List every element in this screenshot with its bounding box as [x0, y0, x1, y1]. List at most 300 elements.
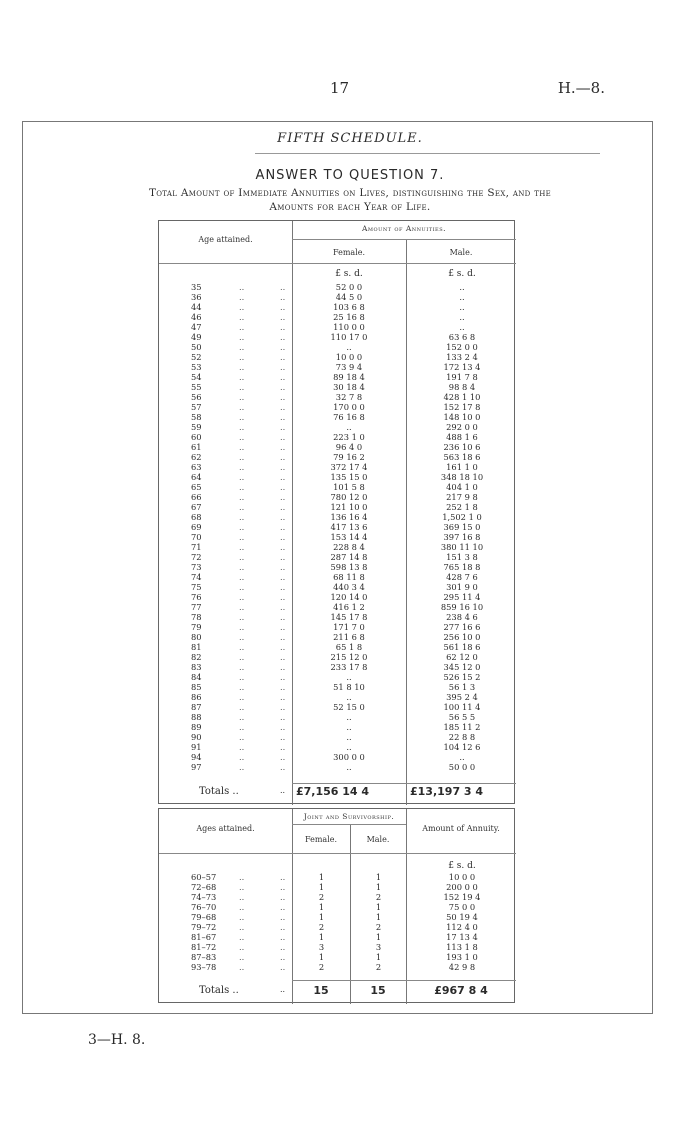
male-amount-cell: 152 17 8 [443, 402, 481, 412]
leader-dots: .. [280, 452, 286, 462]
female-amount-cell: 135 15 0 [330, 472, 368, 482]
female-amount-cell: 372 17 4 [330, 462, 368, 472]
joint-female-cell: 1 [318, 952, 325, 962]
female-amount-cell: 51 8 10 [333, 682, 365, 692]
leader-dots: .. [280, 492, 286, 502]
leader-dots: .. [280, 892, 286, 902]
female-amount-cell: 89 18 4 [333, 372, 365, 382]
table-row [159, 763, 516, 772]
leader-dots: .. [280, 502, 286, 512]
leader-dots: .. [280, 922, 286, 932]
female-amount-cell: 120 14 0 [330, 592, 368, 602]
female-amount-cell: 65 1 8 [335, 642, 363, 652]
total-male: £13,197 3 4 [410, 785, 484, 798]
schedule-title: FIFTH SCHEDULE. [277, 131, 423, 146]
male-amount-cell: 526 15 2 [443, 672, 481, 682]
leader-dots: .. [239, 372, 245, 382]
leader-dots: .. [239, 642, 245, 652]
table-row [159, 733, 516, 742]
male-amount-cell: 380 11 10 [440, 542, 484, 552]
totals-label: Totals .. [199, 786, 239, 797]
age-cell: 44 [191, 302, 202, 312]
joint-survivorship-table [158, 808, 515, 1003]
table-row [159, 713, 516, 722]
leader-dots: .. [280, 762, 286, 772]
male-amount-cell: 765 18 8 [443, 562, 481, 572]
age-cell: 71 [191, 542, 202, 552]
leader-dots: .. [280, 742, 286, 752]
table-row [159, 523, 516, 532]
table-row [159, 673, 516, 682]
leader-dots: .. [280, 712, 286, 722]
leader-dots: .. [239, 632, 245, 642]
age-cell: 62 [191, 452, 202, 462]
age-cell: 66 [191, 492, 202, 502]
annuity-amount-cell: 152 19 4 [443, 892, 481, 902]
table-row [159, 703, 516, 712]
table-row [159, 333, 516, 342]
table-row [159, 363, 516, 372]
leader-dots: .. [239, 912, 245, 922]
leader-dots: .. [280, 732, 286, 742]
leader-dots: .. [239, 732, 245, 742]
joint-male-header: Male. [366, 835, 390, 844]
table-row [159, 303, 516, 312]
male-amount-cell: 148 10 0 [443, 412, 481, 422]
leader-dots: .. [239, 592, 245, 602]
leader-dots: .. [239, 572, 245, 582]
age-cell: 84 [191, 672, 202, 682]
leader-dots: .. [239, 482, 245, 492]
leader-dots: .. [239, 542, 245, 552]
leader-dots: .. [239, 892, 245, 902]
ages-cell: 79–72 [191, 922, 217, 932]
title-rule [255, 153, 600, 154]
joint-male-cell: 1 [375, 952, 382, 962]
leader-dots: .. [239, 532, 245, 542]
male-amount-cell: 161 1 0 [446, 462, 478, 472]
male-amount-cell: 488 1 6 [446, 432, 478, 442]
leader-dots: .. [239, 402, 245, 412]
age-cell: 35 [191, 282, 202, 292]
joint-row [159, 963, 516, 973]
leader-dots: .. [239, 462, 245, 472]
female-amount-cell: .. [346, 692, 352, 702]
age-cell: 46 [191, 312, 202, 322]
table-row [159, 323, 516, 332]
leader-dots: .. [280, 582, 286, 592]
joint-male-cell: 2 [375, 892, 382, 902]
age-cell: 64 [191, 472, 202, 482]
leader-dots: .. [239, 362, 245, 372]
age-cell: 56 [191, 392, 202, 402]
age-cell: 94 [191, 752, 202, 762]
joint-female-cell: 3 [318, 942, 325, 952]
annuity-amount-cell: 42 9 8 [448, 962, 476, 972]
leader-dots: .. [239, 582, 245, 592]
table-row [159, 553, 516, 562]
table-row [159, 663, 516, 672]
joint-male-cell: 2 [375, 922, 382, 932]
leader-dots: .. [280, 482, 286, 492]
age-cell: 63 [191, 462, 202, 472]
female-amount-cell: 780 12 0 [330, 492, 368, 502]
female-amount-cell: 25 16 8 [333, 312, 365, 322]
leader-dots: .. [280, 512, 286, 522]
leader-dots: .. [239, 722, 245, 732]
leader-dots: .. [280, 702, 286, 712]
leader-dots: .. [239, 952, 245, 962]
joint-male-cell: 1 [375, 932, 382, 942]
female-amount-cell: 145 17 8 [330, 612, 368, 622]
leader-dots: .. [280, 662, 286, 672]
age-cell: 53 [191, 362, 202, 372]
table-row [159, 383, 516, 392]
age-cell: 72 [191, 552, 202, 562]
joint-female-cell: 1 [318, 882, 325, 892]
female-amount-cell: 440 3 4 [333, 582, 365, 592]
age-cell: 57 [191, 402, 202, 412]
table-row [159, 633, 516, 642]
question-heading: ANSWER TO QUESTION 7. [255, 168, 445, 183]
leader-dots: .. [239, 882, 245, 892]
ages-cell: 72–68 [191, 882, 217, 892]
female-header: Female. [332, 248, 366, 257]
male-amount-cell: 98 8 4 [448, 382, 476, 392]
leader-dots: .. [280, 392, 286, 402]
joint-totals-label: Totals .. [199, 985, 239, 996]
female-amount-cell: .. [346, 342, 352, 352]
age-cell: 60 [191, 432, 202, 442]
ages-cell: 93–78 [191, 962, 217, 972]
male-amount-cell: 56 5 5 [448, 712, 476, 722]
ages-cell: 74–73 [191, 892, 217, 902]
leader-dots: .. [239, 502, 245, 512]
age-cell: 88 [191, 712, 202, 722]
leader-dots: .. [239, 702, 245, 712]
male-amount-cell: 301 9 0 [446, 582, 478, 592]
annuity-amount-cell: 193 1 0 [446, 952, 478, 962]
age-cell: 77 [191, 602, 202, 612]
joint-female-cell: 2 [318, 892, 325, 902]
joint-survivorship-header: Joint and Survivorship. [303, 812, 395, 821]
male-amount-cell: 369 15 0 [443, 522, 481, 532]
male-amount-cell: 191 7 8 [446, 372, 478, 382]
leader-dots: .. [280, 562, 286, 572]
age-cell: 80 [191, 632, 202, 642]
caption-line-2: Amounts for each Year of Life. [269, 201, 431, 213]
leader-dots: .. [239, 672, 245, 682]
age-cell: 86 [191, 692, 202, 702]
female-amount-cell: 211 6 8 [333, 632, 365, 642]
leader-dots: .. [239, 932, 245, 942]
table-row [159, 433, 516, 442]
ages-cell: 87–83 [191, 952, 217, 962]
male-amount-cell: 348 18 10 [440, 472, 484, 482]
leader-dots: .. [280, 372, 286, 382]
table-row [159, 503, 516, 512]
leader-dots: .. [239, 302, 245, 312]
age-cell: 83 [191, 662, 202, 672]
female-amount-cell: 136 16 4 [330, 512, 368, 522]
leader-dots: .. [280, 382, 286, 392]
leader-dots: .. [280, 652, 286, 662]
leader-dots: .. [280, 282, 286, 292]
total-female: £7,156 14 4 [296, 785, 370, 798]
table-row [159, 613, 516, 622]
age-cell: 50 [191, 342, 202, 352]
female-amount-cell: .. [346, 712, 352, 722]
table-row [159, 533, 516, 542]
annuity-amount-cell: 50 19 4 [446, 912, 478, 922]
age-cell: 87 [191, 702, 202, 712]
leader-dots: .. [239, 942, 245, 952]
table-row [159, 373, 516, 382]
leader-dots: .. [280, 952, 286, 962]
male-amount-cell: 277 16 6 [443, 622, 481, 632]
annuities-table [158, 220, 515, 804]
female-amount-cell: 416 1 2 [333, 602, 365, 612]
leader-dots: .. [280, 962, 286, 972]
leader-dots: .. [239, 712, 245, 722]
joint-total-male: 15 [370, 984, 386, 997]
female-amount-cell: 10 0 0 [335, 352, 363, 362]
female-amount-cell: 598 13 8 [330, 562, 368, 572]
joint-total-female: 15 [313, 984, 329, 997]
leader-dots: .. [280, 642, 286, 652]
table-row [159, 623, 516, 632]
table-row [159, 453, 516, 462]
leader-dots: .. [239, 382, 245, 392]
female-amount-cell: 32 7 8 [335, 392, 363, 402]
male-amount-cell: 859 16 10 [440, 602, 484, 612]
table-row [159, 293, 516, 302]
table-row [159, 393, 516, 402]
leader-dots: .. [239, 492, 245, 502]
table-row [159, 593, 516, 602]
age-cell: 59 [191, 422, 202, 432]
male-amount-cell: 256 10 0 [443, 632, 481, 642]
male-amount-cell: 563 18 6 [443, 452, 481, 462]
leader-dots: .. [280, 532, 286, 542]
age-cell: 68 [191, 512, 202, 522]
leader-dots: .. [239, 612, 245, 622]
leader-dots: .. [239, 662, 245, 672]
male-amount-cell: 100 11 4 [443, 702, 481, 712]
leader-dots: .. [239, 432, 245, 442]
male-amount-cell: .. [459, 282, 465, 292]
leader-dots: .. [280, 672, 286, 682]
male-amount-cell: 50 0 0 [448, 762, 476, 772]
male-units: £ s. d. [448, 269, 476, 279]
female-amount-cell: 73 9 4 [335, 362, 363, 372]
joint-units: £ s. d. [448, 861, 476, 871]
leader-dots: .. [280, 612, 286, 622]
joint-male-cell: 1 [375, 872, 382, 882]
age-cell: 54 [191, 372, 202, 382]
female-amount-cell: 223 1 0 [333, 432, 365, 442]
age-cell: 79 [191, 622, 202, 632]
age-cell: 52 [191, 352, 202, 362]
table-row [159, 283, 516, 292]
leader-dots: .. [239, 602, 245, 612]
female-amount-cell: 417 13 6 [330, 522, 368, 532]
leader-dots: .. [239, 682, 245, 692]
table-row [159, 543, 516, 552]
male-amount-cell: 104 12 6 [443, 742, 481, 752]
male-amount-cell: 152 0 0 [446, 342, 478, 352]
female-amount-cell: 233 17 8 [330, 662, 368, 672]
age-cell: 89 [191, 722, 202, 732]
annuity-amount-cell: 113 1 8 [446, 942, 478, 952]
male-amount-cell: .. [459, 322, 465, 332]
leader-dots: .. [239, 422, 245, 432]
age-cell: 85 [191, 682, 202, 692]
joint-total-amount: £967 8 4 [434, 984, 488, 997]
female-amount-cell: 52 15 0 [333, 702, 365, 712]
female-amount-cell: 68 11 8 [333, 572, 365, 582]
female-amount-cell: 121 10 0 [330, 502, 368, 512]
leader-dots: .. [280, 362, 286, 372]
annuity-amount-cell: 10 0 0 [448, 872, 476, 882]
leader-dots: .. [239, 412, 245, 422]
annuity-amount-cell: 200 0 0 [446, 882, 478, 892]
amount-of-annuity-header: Amount of Annuity. [422, 824, 500, 833]
leader-dots: .. [280, 322, 286, 332]
male-amount-cell: 428 1 10 [443, 392, 481, 402]
table-row [159, 753, 516, 762]
annuity-amount-cell: 17 13 4 [446, 932, 478, 942]
leader-dots: .. [280, 912, 286, 922]
joint-female-cell: 2 [318, 922, 325, 932]
male-amount-cell: 172 13 4 [443, 362, 481, 372]
table-row [159, 403, 516, 412]
table-row [159, 743, 516, 752]
leader-dots: .. [239, 562, 245, 572]
male-amount-cell: 133 2 4 [446, 352, 478, 362]
table-row [159, 473, 516, 482]
leader-dots: .. [239, 512, 245, 522]
leader-dots: .. [239, 352, 245, 362]
leader-dots: .. [239, 742, 245, 752]
table-row [159, 483, 516, 492]
table-row [159, 693, 516, 702]
table-row [159, 493, 516, 502]
leader-dots: .. [280, 592, 286, 602]
female-amount-cell: 110 0 0 [333, 322, 365, 332]
female-amount-cell: .. [346, 732, 352, 742]
leader-dots: .. [239, 522, 245, 532]
ages-cell: 79–68 [191, 912, 217, 922]
age-cell: 65 [191, 482, 202, 492]
leader-dots: .. [280, 352, 286, 362]
male-amount-cell: 404 1 0 [446, 482, 478, 492]
male-amount-cell: .. [459, 312, 465, 322]
male-amount-cell: 397 16 8 [443, 532, 481, 542]
male-amount-cell: 56 1 3 [448, 682, 476, 692]
age-attained-header: Age attained. [198, 235, 253, 244]
age-cell: 81 [191, 642, 202, 652]
age-cell: 76 [191, 592, 202, 602]
leader-dots: .. [239, 552, 245, 562]
age-cell: 82 [191, 652, 202, 662]
joint-female-cell: 2 [318, 962, 325, 972]
table-row [159, 683, 516, 692]
joint-female-cell: 1 [318, 872, 325, 882]
age-cell: 78 [191, 612, 202, 622]
table-row [159, 443, 516, 452]
annuity-amount-cell: 112 4 0 [446, 922, 478, 932]
ages-attained-header: Ages attained. [196, 824, 255, 833]
leader-dots: .. [239, 622, 245, 632]
table-row [159, 583, 516, 592]
leader-dots: .. [239, 322, 245, 332]
male-amount-cell: 252 1 8 [446, 502, 478, 512]
joint-female-cell: 1 [318, 902, 325, 912]
leader-dots: .. [280, 462, 286, 472]
male-amount-cell: .. [459, 302, 465, 312]
age-cell: 49 [191, 332, 202, 342]
age-cell: 70 [191, 532, 202, 542]
leader-dots: .. [239, 922, 245, 932]
male-amount-cell: 292 0 0 [446, 422, 478, 432]
joint-female-header: Female. [304, 835, 338, 844]
annuity-amount-cell: 75 0 0 [448, 902, 476, 912]
table-row [159, 653, 516, 662]
male-amount-cell: 217 9 8 [446, 492, 478, 502]
table-row [159, 513, 516, 522]
table-caption [80, 186, 620, 214]
table-row [159, 563, 516, 572]
age-cell: 58 [191, 412, 202, 422]
leader-dots: .. [239, 342, 245, 352]
female-amount-cell: 153 14 4 [330, 532, 368, 542]
leader-dots: .. [280, 882, 286, 892]
table-row [159, 313, 516, 322]
male-amount-cell: 22 8 8 [448, 732, 476, 742]
leader-dots: .. [239, 752, 245, 762]
leader-dots: .. [280, 342, 286, 352]
ages-cell: 81–72 [191, 942, 217, 952]
age-cell: 73 [191, 562, 202, 572]
male-amount-cell: .. [459, 292, 465, 302]
amount-of-annuities-header: Amount of Annuities. [361, 224, 447, 233]
leader-dots: .. [239, 902, 245, 912]
leader-dots: .. [280, 602, 286, 612]
female-amount-cell: 287 14 8 [330, 552, 368, 562]
leader-dots: .. [239, 762, 245, 772]
joint-male-cell: 1 [375, 882, 382, 892]
age-cell: 75 [191, 582, 202, 592]
table-row [159, 353, 516, 362]
female-amount-cell: 215 12 0 [330, 652, 368, 662]
leader-dots: .. [280, 522, 286, 532]
leader-dots: .. [280, 332, 286, 342]
document-reference: H.—8. [557, 79, 605, 97]
joint-totals-dots: .. [280, 985, 286, 994]
leader-dots: .. [280, 402, 286, 412]
leader-dots: .. [239, 652, 245, 662]
page-number: 17 [330, 79, 350, 97]
leader-dots: .. [280, 432, 286, 442]
male-amount-cell: .. [459, 752, 465, 762]
table-row [159, 573, 516, 582]
female-amount-cell: 228 8 4 [333, 542, 365, 552]
male-amount-cell: 238 4 6 [446, 612, 478, 622]
table-row [159, 343, 516, 352]
female-amount-cell: 170 0 0 [333, 402, 365, 412]
leader-dots: .. [280, 932, 286, 942]
